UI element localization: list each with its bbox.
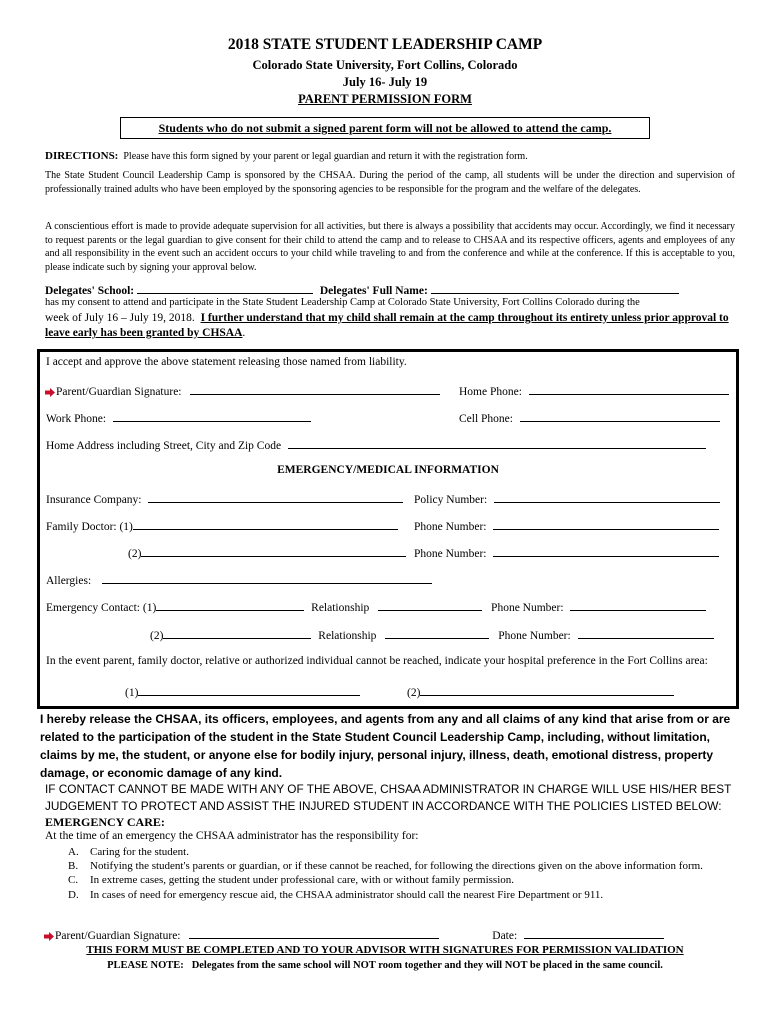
- work-phone-row: [46, 410, 311, 425]
- footer-signature-row: [44, 927, 664, 942]
- hospital1-label: (1): [125, 687, 139, 699]
- must-complete-notice: THIS FORM MUST BE COMPLETED AND TO YOUR ADVISOR WITH SIGNATURES FOR PERMISSION VALIDATION: [86, 944, 684, 956]
- contact2-field[interactable]: [163, 627, 311, 639]
- cell-phone-label: Cell Phone:: [459, 413, 513, 425]
- note-label: PLEASE NOTE:: [107, 960, 184, 971]
- consent-names-row: [45, 282, 735, 297]
- doctor2-phone-label: Phone Number:: [414, 548, 487, 560]
- doctor1-field[interactable]: [133, 518, 398, 530]
- doctor2-row: [128, 545, 406, 560]
- accept-statement: I accept and approve the above statement releasing those named from liability.: [46, 356, 407, 368]
- consent-bold: I further understand that my child shall remain at the camp throughout its entirety unless prior approval to leave early has been granted by CHSAA: [45, 312, 729, 339]
- emergency-care-title: EMERGENCY CARE:: [45, 815, 165, 829]
- insurance-row: [46, 491, 403, 506]
- doctor1-phone-label: Phone Number:: [414, 521, 487, 533]
- contact2-phone-label: Phone Number:: [498, 630, 571, 642]
- work-phone-label: Work Phone:: [46, 413, 107, 425]
- school-label: Delegates' School:: [45, 285, 135, 297]
- directions-para2: A conscientious effort is made to provide adequate supervision for all activities, but there is always a possibility that accidents may occur. Accordingly, we find it necessary to request parents or the legal guardian to give consent for their child to attend the camp and to release to CHSAA and its respective officers, agents and employees of any and all responsibility in the event such an accident occurs to your child while traveling to and from the conference and while at the conference. If this is acceptable to you, please indicate such by signing your approval below.: [45, 221, 735, 273]
- contact1-phone-label: Phone Number:: [491, 602, 564, 614]
- date-field[interactable]: [524, 927, 664, 939]
- arrow-right-icon: [45, 388, 55, 397]
- dates: July 16- July 19: [342, 75, 428, 89]
- doctor2-phone-row: [414, 545, 719, 560]
- emergency-contact1-row: [46, 599, 706, 614]
- emergency-contact2-row: [150, 627, 714, 642]
- footer-signature-field[interactable]: [189, 927, 439, 939]
- date-label: Date:: [492, 930, 518, 942]
- insurance-label: Insurance Company:: [46, 494, 142, 506]
- emergency-title: EMERGENCY/MEDICAL INFORMATION: [277, 464, 499, 476]
- consent-text2: [45, 311, 735, 341]
- footer-signature-label: Parent/Guardian Signature:: [55, 930, 181, 942]
- contact2-phone-field[interactable]: [578, 627, 714, 639]
- hospital1-row: [125, 684, 360, 699]
- directions-para1: The State Student Council Leadership Camp is sponsored by the CHSAA. During the period of the camp, all students will be under the direction and supervision of professionally trained adults who have been employed by the sponsoring agencies to be responsible for the program and the welfare of the delegates.: [45, 170, 735, 195]
- hospital-text: In the event parent, family doctor, relative or authorized individual cannot be reached, indicate your hospital preference in the Fort Collins area:: [46, 655, 708, 667]
- location: Colorado State University, Fort Collins, Colorado: [252, 58, 518, 72]
- home-phone-field[interactable]: [529, 383, 729, 395]
- emergency-contact-label: Emergency Contact: (1): [46, 602, 157, 614]
- cell-phone-row: [459, 410, 720, 425]
- doctor2-label: (2): [128, 548, 142, 560]
- policy-field[interactable]: [494, 491, 720, 503]
- hospital2-row: [407, 684, 674, 699]
- parent-signature-row: [45, 383, 440, 398]
- allergies-label: Allergies:: [46, 575, 92, 587]
- contact2-label: (2): [150, 630, 164, 642]
- list-item: A. Caring for the student.: [68, 846, 189, 858]
- relationship1-field[interactable]: [378, 599, 482, 611]
- hospital1-field[interactable]: [138, 684, 360, 696]
- please-note: [0, 960, 770, 971]
- doctor1-phone-field[interactable]: [493, 518, 719, 530]
- consent-week: week of July 16 – July 19, 2018.: [45, 312, 195, 324]
- doctor1-phone-row: [414, 518, 719, 533]
- page-title: 2018 STATE STUDENT LEADERSHIP CAMP: [227, 36, 543, 53]
- doctor2-phone-field[interactable]: [493, 545, 719, 557]
- doctor1-row: [46, 518, 398, 533]
- form-name: PARENT PERMISSION FORM: [298, 92, 472, 106]
- work-phone-field[interactable]: [113, 410, 311, 422]
- list-item: B. Notifying the student's parents or guardian, or if these cannot be reached, for following the directions given on the above information form.: [68, 860, 703, 873]
- insurance-field[interactable]: [148, 491, 403, 503]
- directions: [45, 150, 735, 164]
- consent-text1: has my consent to attend and participate in the State Student Leadership Camp at Colorado State University, Fort Collins Colorado during the: [45, 297, 640, 308]
- parent-signature-label: Parent/Guardian Signature:: [56, 386, 182, 398]
- directions-label: DIRECTIONS:: [45, 150, 119, 162]
- home-phone-label: Home Phone:: [459, 386, 522, 398]
- relationship2-field[interactable]: [385, 627, 489, 639]
- home-address-field[interactable]: [288, 437, 706, 449]
- hospital2-field[interactable]: [420, 684, 674, 696]
- name-label: Delegates' Full Name:: [319, 285, 428, 297]
- warning-box: Students who do not submit a signed parent form will not be allowed to attend the camp.: [120, 117, 650, 139]
- parent-info-box: [37, 349, 739, 709]
- emergency-care-intro: At the time of an emergency the CHSAA administrator has the responsibility for:: [45, 830, 419, 842]
- policy-label: Policy Number:: [414, 494, 488, 506]
- release-statement: I hereby release the CHSAA, its officers, employees, and agents from any and all claims of any kind that arise from or are related to the participation of the student in the State Student Council Leadership Camp, including, without limitation, claims by me, the student, or anyone else for bodily injury, personal injury, illness, death, emotional distress, property damage, or economic damage of any kind.: [40, 712, 731, 780]
- allergies-field[interactable]: [102, 572, 432, 584]
- arrow-right-icon: [44, 932, 54, 941]
- school-field[interactable]: [137, 282, 313, 294]
- policy-row: [414, 491, 720, 506]
- home-phone-row: [459, 383, 729, 398]
- contact1-phone-field[interactable]: [570, 599, 706, 611]
- hospital2-label: (2): [407, 687, 421, 699]
- list-item: C. In extreme cases, getting the student under professional care, with or without family permission.: [68, 874, 514, 887]
- note-text: Delegates from the same school will NOT room together and they will NOT be placed in the same council.: [191, 960, 663, 971]
- cell-phone-field[interactable]: [520, 410, 720, 422]
- relationship1-label: Relationship: [311, 602, 370, 614]
- home-address-label: Home Address including Street, City and Zip Code: [46, 440, 282, 452]
- contact-policy: IF CONTACT CANNOT BE MADE WITH ANY OF THE ABOVE, CHSAA ADMINISTRATOR IN CHARGE WILL USE HIS/HER BEST JUDGEMENT TO PROTECT AND ASSIST THE INJURED STUDENT IN ACCORDANCE WITH THE POLICIES LISTED BELOW:: [45, 782, 732, 813]
- allergies-row: [46, 572, 432, 587]
- directions-text: Please have this form signed by your parent or legal guardian and return it with the registration form.: [123, 151, 528, 162]
- parent-signature-field[interactable]: [190, 383, 440, 395]
- consent-period: .: [242, 327, 246, 339]
- emergency-care-list: [68, 845, 708, 902]
- list-item: D. In cases of need for emergency rescue aid, the CHSAA administrator should call the nearest Fire Department or 911.: [68, 888, 604, 901]
- contact1-field[interactable]: [156, 599, 304, 611]
- relationship2-label: Relationship: [318, 630, 377, 642]
- home-address-row: [46, 437, 706, 452]
- full-name-field[interactable]: [431, 282, 679, 294]
- doctor2-field[interactable]: [141, 545, 406, 557]
- family-doctor-label: Family Doctor: (1): [46, 521, 133, 533]
